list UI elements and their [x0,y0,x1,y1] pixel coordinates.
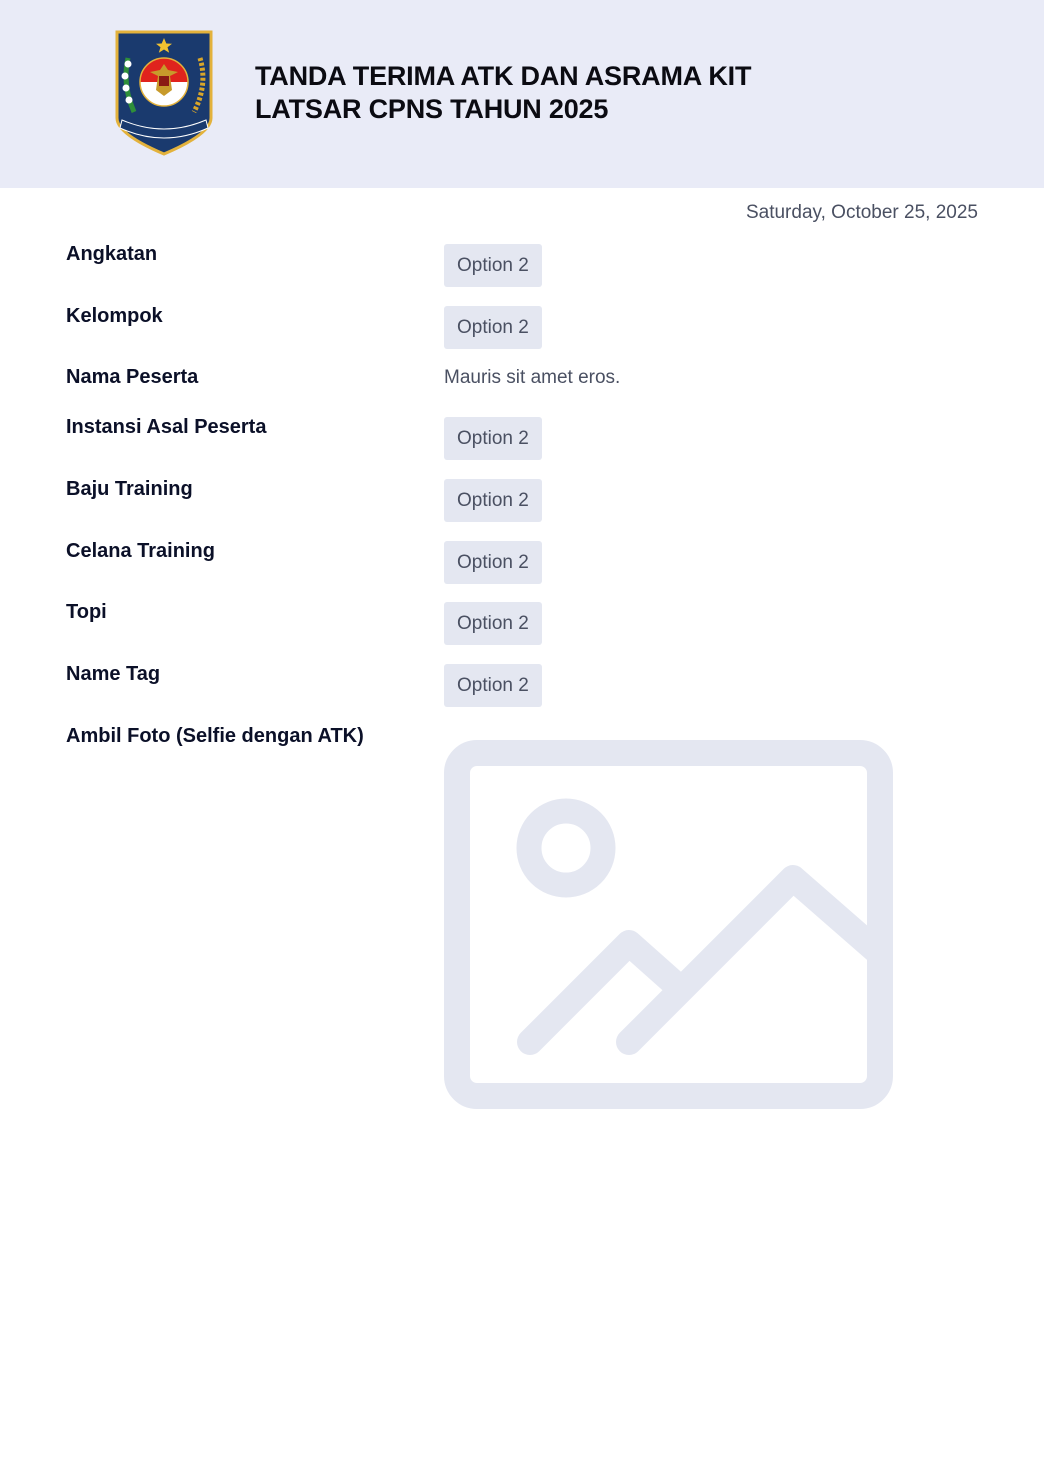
field-value-kelompok: Option 2 [444,306,542,349]
field-value-topi: Option 2 [444,602,542,645]
field-label-instansi-asal: Instansi Asal Peserta [66,416,267,438]
title-line-2: LATSAR CPNS TAHUN 2025 [255,94,609,124]
field-label-ambil-foto: Ambil Foto (Selfie dengan ATK) [66,725,364,747]
field-label-nama-peserta: Nama Peserta [66,366,199,388]
field-value-name-tag: Option 2 [444,664,542,707]
kemendagri-logo [114,30,214,156]
document-title [255,60,955,126]
field-label-angkatan: Angkatan [66,243,158,265]
field-label-baju-training: Baju Training [66,478,193,500]
field-value-instansi-asal: Option 2 [444,417,542,460]
field-value-angkatan: Option 2 [444,244,542,287]
field-label-celana-training: Celana Training [66,540,215,562]
field-label-topi: Topi [66,601,107,623]
field-value-baju-training: Option 2 [444,479,542,522]
title-line-1: TANDA TERIMA ATK DAN ASRAMA KIT [255,61,752,91]
document-date: Saturday, October 25, 2025 [745,202,978,223]
document-header [0,0,1044,188]
field-value-celana-training: Option 2 [444,541,542,584]
field-label-kelompok: Kelompok [66,305,163,327]
image-placeholder-icon [444,740,893,1109]
field-label-name-tag: Name Tag [66,663,161,685]
field-value-nama-peserta: Mauris sit amet eros. [444,367,621,388]
